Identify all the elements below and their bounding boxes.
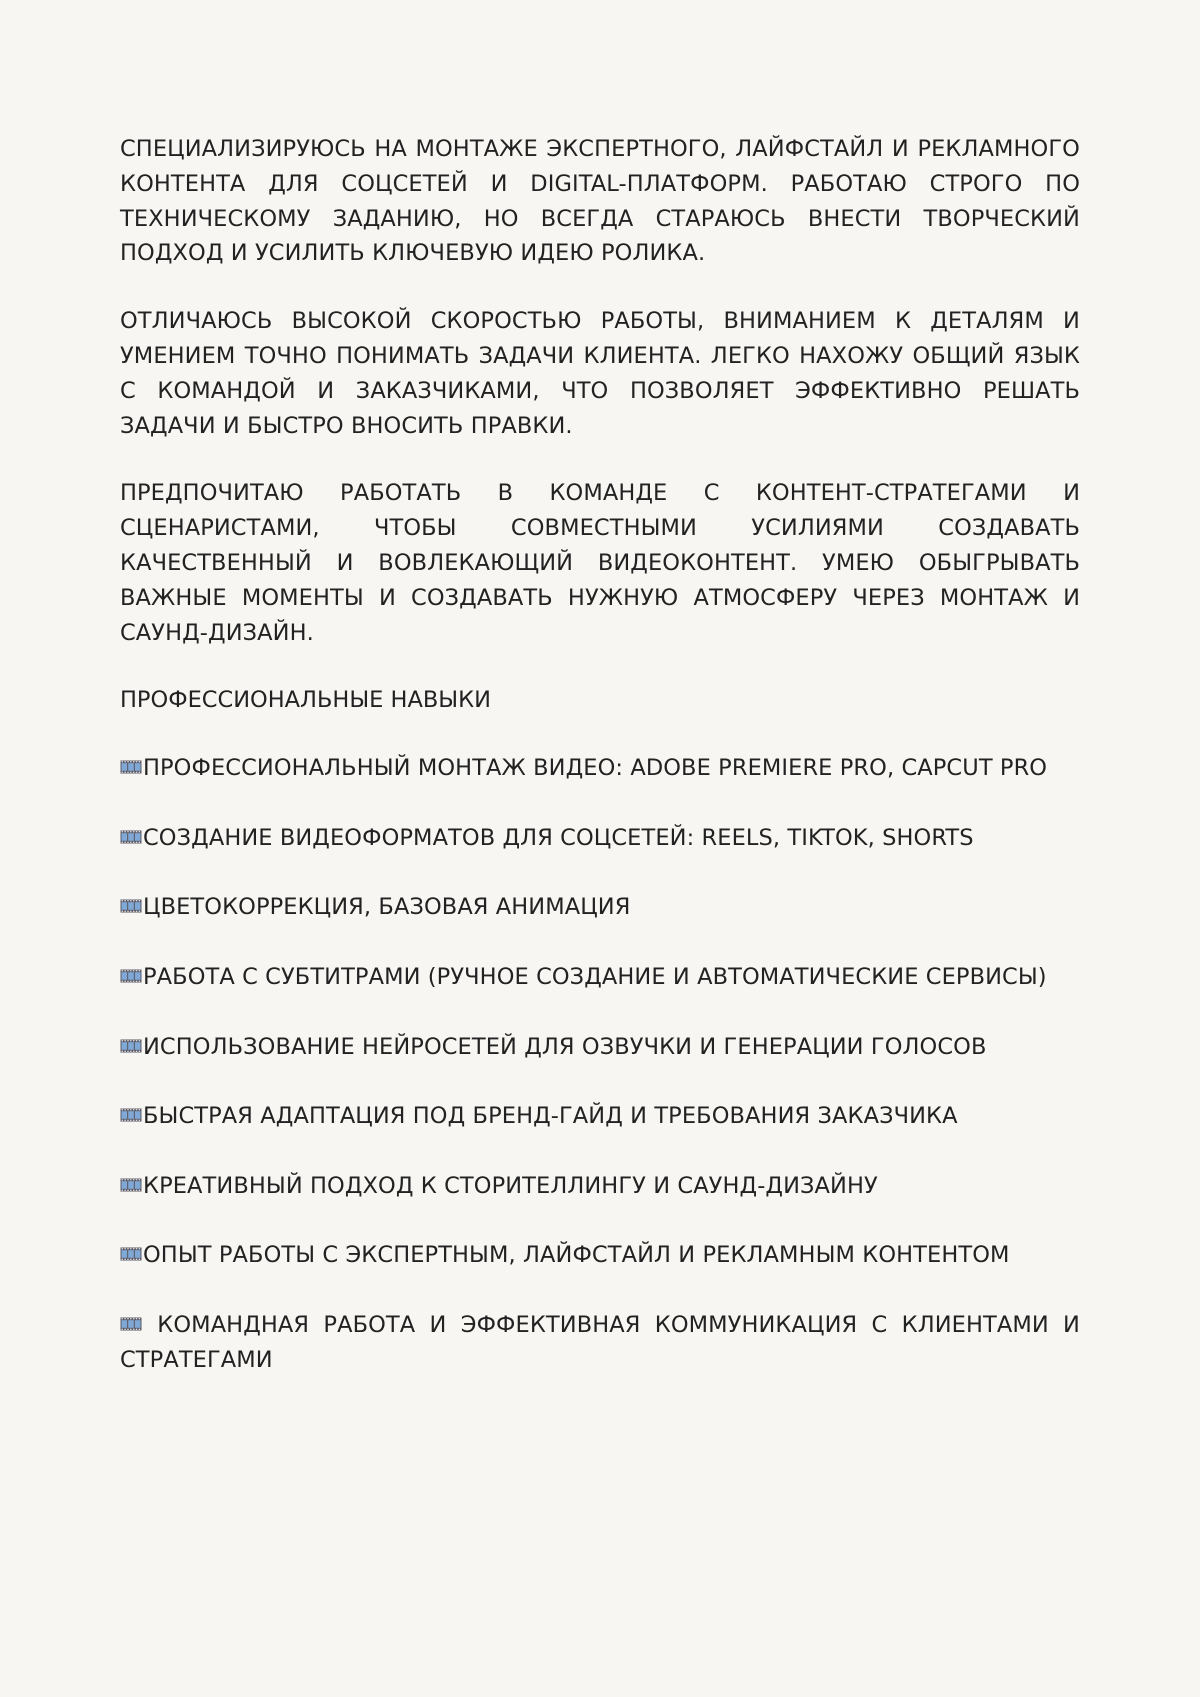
skills-heading: ПРОФЕССИОНАЛЬНЫЕ НАВЫКИ	[120, 687, 491, 714]
skill-label: ОПЫТ РАБОТЫ С ЭКСПЕРТНЫМ, ЛАЙФСТАЙЛ И РЕКЛАМНЫМ КОНТЕНТОМ	[143, 1242, 1010, 1269]
film-frames-icon	[120, 1108, 142, 1122]
skill-label: СОЗДАНИЕ ВИДЕОФОРМАТОВ ДЛЯ СОЦСЕТЕЙ: REELS, TIKTOK, SHORTS	[143, 824, 974, 851]
intro-paragraph: СПЕЦИАЛИЗИРУЮСЬ НА МОНТАЖЕ ЭКСПЕРТНОГО, ЛАЙФСТАЙЛ И РЕКЛАМНОГО КОНТЕНТА ДЛЯ СОЦСЕТЕЙ И DIGITAL-ПЛАТФОРМ. РАБОТАЮ СТРОГО ПО ТЕХНИЧЕСКОМУ ЗАДАНИЮ, НО ВСЕГДА СТАРАЮСЬ ВНЕСТИ ТВОРЧЕСКИЙ ПОДХОД И УСИЛИТЬ КЛЮЧЕВУЮ ИДЕЮ РОЛИКА.	[120, 136, 1080, 267]
skill-label: ЦВЕТОКОРРЕКЦИЯ, БАЗОВАЯ АНИМАЦИЯ	[143, 894, 631, 921]
skill-label: ИСПОЛЬЗОВАНИЕ НЕЙРОСЕТЕЙ ДЛЯ ОЗВУЧКИ И ГЕНЕРАЦИИ ГОЛОСОВ	[143, 1033, 987, 1060]
teamwork-paragraph: ПРЕДПОЧИТАЮ РАБОТАТЬ В КОМАНДЕ С КОНТЕНТ-СТРАТЕГАМИ И СЦЕНАРИСТАМИ, ЧТОБЫ СОВМЕСТНЫМИ УСИЛИЯМИ СОЗДАВАТЬ КАЧЕСТВЕННЫЙ И ВОВЛЕКАЮЩИЙ ВИДЕОКОНТЕНТ. УМЕЮ ОБЫГРЫВАТЬ ВАЖНЫЕ МОМЕНТЫ И СОЗДАВАТЬ НУЖНУЮ АТМОСФЕРУ ЧЕРЕЗ МОНТАЖ И САУНД-ДИЗАЙН.	[120, 480, 1080, 646]
skill-item	[120, 1169, 1080, 1204]
film-frames-icon	[120, 899, 142, 913]
film-frames-icon	[120, 1247, 142, 1261]
skill-item	[120, 890, 1080, 925]
film-frames-icon	[120, 830, 142, 844]
film-frames-icon	[120, 969, 142, 983]
skill-item	[120, 1308, 1080, 1378]
skill-item	[120, 960, 1080, 995]
skill-item	[120, 1030, 1080, 1065]
film-frames-icon	[120, 1317, 142, 1331]
skill-label: БЫСТРАЯ АДАПТАЦИЯ ПОД БРЕНД-ГАЙД И ТРЕБОВАНИЯ ЗАКАЗЧИКА	[143, 1103, 958, 1130]
skill-item	[120, 751, 1080, 786]
skill-item	[120, 821, 1080, 856]
film-frames-icon	[120, 760, 142, 774]
skill-label: РАБОТА С СУБТИТРАМИ (РУЧНОЕ СОЗДАНИЕ И АВТОМАТИЧЕСКИЕ СЕРВИСЫ)	[143, 963, 1047, 990]
skill-item	[120, 1099, 1080, 1134]
skill-label: ПРОФЕССИОНАЛЬНЫЙ МОНТАЖ ВИДЕО: ADOBE PREMIERE PRO, CAPCUT PRO	[143, 755, 1048, 782]
strengths-paragraph: ОТЛИЧАЮСЬ ВЫСОКОЙ СКОРОСТЬЮ РАБОТЫ, ВНИМАНИЕМ К ДЕТАЛЯМ И УМЕНИЕМ ТОЧНО ПОНИМАТЬ ЗАДАЧИ КЛИЕНТА. ЛЕГКО НАХОЖУ ОБЩИЙ ЯЗЫК С КОМАНДОЙ И ЗАКАЗЧИКАМИ, ЧТО ПОЗВОЛЯЕТ ЭФФЕКТИВНО РЕШАТЬ ЗАДАЧИ И БЫСТРО ВНОСИТЬ ПРАВКИ.	[120, 308, 1080, 439]
skill-label: КОМАНДНАЯ РАБОТА И ЭФФЕКТИВНАЯ КОММУНИКАЦИЯ С КЛИЕНТАМИ И СТРАТЕГАМИ	[120, 1311, 1080, 1373]
film-frames-icon	[120, 1178, 142, 1192]
film-frames-icon	[120, 1039, 142, 1053]
skills-list	[120, 751, 1080, 1377]
skill-label: КРЕАТИВНЫЙ ПОДХОД К СТОРИТЕЛЛИНГУ И САУНД-ДИЗАЙНУ	[143, 1172, 878, 1199]
skill-item	[120, 1238, 1080, 1273]
